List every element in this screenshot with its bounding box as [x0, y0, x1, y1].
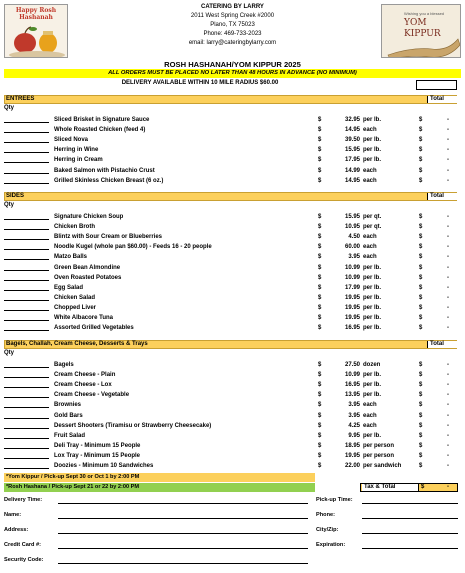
item-name: Doozies - Minimum 10 Sandwiches: [54, 463, 154, 469]
price-dollar: $: [318, 294, 322, 301]
expiration-field[interactable]: [362, 548, 458, 549]
item-unit: per qt.: [363, 224, 382, 231]
item-name: White Albacore Tuna: [54, 315, 114, 321]
price-dollar: $: [318, 157, 322, 164]
total-dollar: $: [419, 234, 423, 241]
price-dollar: $: [318, 224, 322, 231]
total-dollar: $: [419, 177, 423, 184]
item-price: 15.95: [344, 214, 360, 220]
total-dollar: $: [419, 224, 423, 231]
total-dollar: $: [419, 254, 423, 261]
total-dollar: $: [419, 147, 423, 154]
menu-item-row: [0, 126, 465, 134]
name-field[interactable]: [58, 518, 308, 519]
total-dollar: $: [419, 463, 423, 469]
menu-item-row: [0, 156, 465, 164]
name-label: Name:: [4, 512, 22, 518]
order-notice-banner: ALL ORDERS MUST BE PLACED NO LATER THAN 48 HOURS IN ADVANCE (NO MINIMUM): [4, 69, 461, 78]
item-name: Assorted Grilled Vegetables: [54, 325, 134, 332]
total-dollar: $: [419, 117, 423, 123]
item-total[interactable]: -: [447, 157, 449, 164]
item-unit: per lb.: [363, 264, 382, 271]
total-dollar: $: [419, 442, 423, 449]
item-price: 19.95: [344, 315, 360, 321]
menu-item-row: [0, 264, 465, 272]
menu-item-row: [0, 324, 465, 332]
menu-item-row: [0, 452, 465, 460]
qty-field[interactable]: [4, 448, 49, 449]
tax-total-box: [360, 483, 458, 492]
item-price: 22.00: [344, 463, 360, 469]
qty-field[interactable]: [4, 367, 49, 368]
item-unit: each: [363, 127, 377, 134]
item-name: Sliced Nova: [54, 137, 89, 144]
item-total[interactable]: -: [447, 214, 449, 220]
menu-item-row: [0, 146, 465, 154]
price-dollar: $: [318, 432, 322, 439]
item-unit: per lb.: [363, 137, 382, 144]
price-dollar: $: [318, 442, 322, 449]
item-name: Matzo Balls: [54, 254, 88, 261]
item-price: 13.95: [344, 392, 360, 399]
total-dollar: $: [419, 274, 423, 281]
item-price: 14.95: [344, 177, 360, 184]
qty-field[interactable]: [4, 438, 49, 439]
menu-item-row: [0, 213, 465, 221]
item-price: 10.99: [344, 372, 360, 379]
menu-item-row: [0, 412, 465, 420]
item-total[interactable]: -: [447, 177, 449, 184]
item-total[interactable]: -: [447, 127, 449, 134]
item-name: Gold Bars: [54, 412, 83, 419]
page-title: ROSH HASHANAH/YOM KIPPUR 2025: [164, 60, 301, 69]
price-dollar: $: [318, 412, 322, 419]
item-name: Herring in Cream: [54, 157, 103, 164]
credit-card-label: Credit Card #:: [4, 542, 41, 548]
item-unit: each: [363, 422, 377, 429]
price-dollar: $: [318, 264, 322, 271]
item-price: 14.99: [344, 167, 360, 174]
company-phone: Phone: 469-733-2023: [203, 31, 262, 37]
address-label: Address:: [4, 527, 29, 533]
price-dollar: $: [318, 244, 322, 251]
item-name: Oven Roasted Potatoes: [54, 274, 122, 281]
item-name: Whole Roasted Chicken (feed 4): [54, 127, 146, 134]
menu-item-row: [0, 233, 465, 241]
item-unit: per lb.: [363, 274, 382, 281]
item-total[interactable]: -: [447, 412, 449, 419]
item-total[interactable]: -: [447, 392, 449, 399]
item-price: 15.95: [344, 147, 360, 154]
qty-field[interactable]: [4, 310, 49, 311]
menu-item-row: [0, 177, 465, 185]
tax-total-dollar: $: [421, 484, 425, 490]
price-dollar: $: [318, 167, 322, 174]
section-total-label: Total: [427, 96, 457, 103]
item-unit: per person: [363, 452, 395, 459]
item-price: 19.95: [344, 294, 360, 301]
qty-field[interactable]: [4, 290, 49, 291]
item-total[interactable]: -: [447, 325, 449, 332]
item-total[interactable]: -: [447, 167, 449, 174]
item-unit: per lb.: [363, 372, 382, 379]
item-unit: per lb.: [363, 294, 382, 301]
qty-field[interactable]: [4, 183, 49, 184]
qty-field[interactable]: [4, 300, 49, 301]
total-dollar: $: [419, 214, 423, 220]
item-total[interactable]: -: [447, 432, 449, 439]
city-zip-field[interactable]: [362, 533, 458, 534]
item-price: 19.95: [344, 452, 360, 459]
price-dollar: $: [318, 315, 322, 321]
item-name: Grilled Skinless Chicken Breast (6 oz.): [54, 177, 164, 184]
qty-label: Qty: [4, 202, 15, 208]
item-total[interactable]: -: [447, 244, 449, 251]
item-price: 10.95: [344, 224, 360, 231]
qty-field[interactable]: [4, 468, 49, 469]
item-name: Cream Cheese - Plain: [54, 372, 116, 379]
item-price: 3.95: [348, 402, 360, 409]
item-total[interactable]: -: [447, 304, 449, 311]
pickup-time-field[interactable]: [362, 503, 458, 504]
item-total[interactable]: -: [447, 294, 449, 301]
item-price: 60.00: [344, 244, 360, 251]
total-dollar: $: [419, 264, 423, 271]
menu-item-row: [0, 294, 465, 302]
tax-total-value[interactable]: -: [447, 484, 449, 490]
price-dollar: $: [318, 147, 322, 154]
menu-item-row: [0, 381, 465, 389]
item-total[interactable]: -: [447, 274, 449, 281]
item-price: 32.95: [344, 117, 360, 123]
city-zip-label: City/Zip:: [316, 527, 339, 533]
item-unit: per lb.: [363, 382, 382, 389]
qty-field[interactable]: [4, 122, 49, 123]
item-total[interactable]: -: [447, 382, 449, 389]
item-total[interactable]: -: [447, 224, 449, 231]
item-name: Brownies: [54, 402, 82, 409]
security-code-field[interactable]: [58, 563, 308, 564]
total-dollar: $: [419, 325, 423, 332]
menu-item-row: [0, 371, 465, 379]
address-field[interactable]: [58, 533, 308, 534]
phone-field[interactable]: [362, 518, 458, 519]
section-header: [4, 192, 457, 201]
item-unit: each: [363, 412, 377, 419]
item-unit: each: [363, 402, 377, 409]
expiration-label: Expiration:: [316, 542, 346, 548]
item-price: 10.99: [344, 264, 360, 271]
item-unit: per lb.: [363, 304, 382, 311]
item-unit: dozen: [363, 362, 381, 368]
item-price: 18.95: [344, 442, 360, 449]
item-name: Bagels: [54, 362, 74, 368]
qty-field[interactable]: [4, 428, 49, 429]
delivery-time-field[interactable]: [58, 503, 308, 504]
item-unit: per lb.: [363, 117, 382, 123]
total-dollar: $: [419, 294, 423, 301]
qty-field[interactable]: [4, 387, 49, 388]
credit-card-field[interactable]: [58, 548, 308, 549]
qty-field[interactable]: [4, 280, 49, 281]
section-title: SIDES: [6, 193, 25, 199]
item-price: 9.95: [348, 432, 360, 439]
item-total[interactable]: -: [447, 452, 449, 459]
item-price: 27.50: [344, 362, 360, 368]
item-price: 19.95: [344, 304, 360, 311]
qty-field[interactable]: [4, 320, 49, 321]
price-dollar: $: [318, 392, 322, 399]
item-price: 16.95: [344, 382, 360, 389]
total-dollar: $: [419, 304, 423, 311]
total-dollar: $: [419, 244, 423, 251]
delivery-time-label: Delivery Time:: [4, 497, 43, 503]
logo-right-line1: YOM: [404, 18, 427, 28]
item-unit: per person: [363, 442, 395, 449]
item-price: 4.50: [348, 234, 360, 241]
item-total[interactable]: -: [447, 254, 449, 261]
price-dollar: $: [318, 452, 322, 459]
item-name: Blintz with Sour Cream or Blueberries: [54, 234, 163, 241]
company-address-line1: 2011 West Spring Creek #2000: [190, 13, 275, 19]
total-dollar: $: [419, 372, 423, 379]
item-name: Baked Salmon with Pistachio Crust: [54, 167, 155, 174]
total-dollar: $: [419, 432, 423, 439]
qty-field[interactable]: [4, 418, 49, 419]
item-total[interactable]: -: [447, 264, 449, 271]
item-name: Lox Tray - Minimum 15 People: [54, 452, 141, 459]
menu-item-row: [0, 361, 465, 369]
item-price: 16.95: [344, 325, 360, 332]
item-name: Chicken Broth: [54, 224, 96, 231]
menu-item-row: [0, 116, 465, 124]
price-dollar: $: [318, 274, 322, 281]
item-total[interactable]: -: [447, 362, 449, 368]
item-name: Sliced Brisket in Signature Sauce: [54, 117, 150, 123]
price-dollar: $: [318, 362, 322, 368]
qty-field[interactable]: [4, 259, 49, 260]
menu-item-row: [0, 442, 465, 450]
menu-item-row: [0, 284, 465, 292]
qty-label: Qty: [4, 350, 15, 356]
menu-item-row: [0, 253, 465, 261]
item-unit: each: [363, 244, 377, 251]
item-unit: per lb.: [363, 325, 382, 332]
item-name: Chopped Liver: [54, 304, 97, 311]
total-dollar: $: [419, 137, 423, 144]
total-dollar: $: [419, 284, 423, 291]
price-dollar: $: [318, 284, 322, 291]
phone-label: Phone:: [316, 512, 335, 518]
item-unit: per qt.: [363, 214, 382, 220]
yom-kippur-logo: [381, 4, 461, 58]
price-dollar: $: [318, 214, 322, 220]
item-name: Noodle Kugel (whole pan $60.00) - Feeds 16 - 20 people: [54, 244, 212, 251]
company-email: email: larry@cateringbylarry.com: [188, 40, 277, 46]
menu-item-row: [0, 274, 465, 282]
item-total[interactable]: -: [447, 284, 449, 291]
price-dollar: $: [318, 325, 322, 332]
menu-item-row: [0, 136, 465, 144]
item-total[interactable]: -: [447, 372, 449, 379]
item-price: 4.25: [348, 422, 360, 429]
tax-total-label: Tax & Total: [362, 484, 419, 491]
menu-item-row: [0, 432, 465, 440]
total-dollar: $: [419, 382, 423, 389]
section-header: [4, 95, 457, 104]
item-unit: each: [363, 234, 377, 241]
item-price: 17.99: [344, 284, 360, 291]
qty-field[interactable]: [4, 407, 49, 408]
total-dollar: $: [419, 127, 423, 134]
total-dollar: $: [419, 452, 423, 459]
qty-field[interactable]: [4, 219, 49, 220]
total-dollar: $: [419, 167, 423, 174]
menu-item-row: [0, 391, 465, 399]
item-price: 17.95: [344, 157, 360, 164]
company-name: CATERING BY LARRY: [201, 4, 264, 10]
item-name: Chicken Salad: [54, 294, 96, 301]
pickup-rosh-hashana: *Rosh Hashana / Pick-up Sept 21 or 22 by 2:00 PM: [4, 483, 315, 492]
price-dollar: $: [318, 372, 322, 379]
item-name: Dessert Shooters (Tiramisu or Strawberry Cheesecake): [54, 422, 212, 429]
top-total-box[interactable]: [416, 80, 457, 90]
menu-item-row: [0, 223, 465, 231]
item-total[interactable]: -: [447, 422, 449, 429]
qty-field[interactable]: [4, 249, 49, 250]
pickup-time-label: Pick-up Time:: [316, 497, 353, 503]
price-dollar: $: [318, 402, 322, 409]
menu-item-row: [0, 167, 465, 175]
item-name: Fruit Salad: [54, 432, 86, 439]
qty-field[interactable]: [4, 458, 49, 459]
total-dollar: $: [419, 412, 423, 419]
delivery-info: DELIVERY AVAILABLE WITHIN 10 MILE RADIUS $60.00: [121, 80, 279, 86]
menu-item-row: [0, 462, 465, 470]
price-dollar: $: [318, 137, 322, 144]
qty-field[interactable]: [4, 152, 49, 153]
total-dollar: $: [419, 362, 423, 368]
total-dollar: $: [419, 315, 423, 321]
qty-field[interactable]: [4, 377, 49, 378]
qty-field[interactable]: [4, 397, 49, 398]
menu-item-row: [0, 401, 465, 409]
item-total[interactable]: -: [447, 147, 449, 154]
menu-item-row: [0, 422, 465, 430]
price-dollar: $: [318, 422, 322, 429]
item-total[interactable]: -: [447, 234, 449, 241]
item-total[interactable]: -: [447, 442, 449, 449]
price-dollar: $: [318, 304, 322, 311]
item-unit: per lb.: [363, 432, 382, 439]
item-name: Cream Cheese - Lox: [54, 382, 112, 389]
rosh-hashanah-logo: [4, 4, 68, 58]
qty-field[interactable]: [4, 142, 49, 143]
item-total[interactable]: -: [447, 137, 449, 144]
logo-right-small-text: Wishing you a blessed: [404, 11, 445, 16]
qty-field[interactable]: [4, 162, 49, 163]
qty-field[interactable]: [4, 132, 49, 133]
total-dollar: $: [419, 392, 423, 399]
section-total-label: Total: [427, 341, 457, 348]
item-unit: each: [363, 177, 377, 184]
item-unit: per lb.: [363, 157, 382, 164]
price-dollar: $: [318, 127, 322, 134]
item-total[interactable]: -: [447, 117, 449, 123]
item-name: Green Bean Almondine: [54, 264, 121, 271]
item-unit: each: [363, 254, 377, 261]
price-dollar: $: [318, 463, 322, 469]
item-total[interactable]: -: [447, 402, 449, 409]
item-unit: per lb.: [363, 284, 382, 291]
security-code-label: Security Code:: [4, 557, 44, 563]
section-title: ENTREES: [6, 96, 35, 102]
section-title: Bagels, Challah, Cream Cheese, Desserts & Trays: [6, 341, 148, 347]
item-unit: per lb.: [363, 147, 382, 154]
section-header: [4, 340, 457, 349]
item-total[interactable]: -: [447, 315, 449, 321]
item-price: 39.50: [344, 137, 360, 144]
item-unit: per sandwich: [363, 463, 402, 469]
section-total-label: Total: [427, 193, 457, 200]
menu-item-row: [0, 304, 465, 312]
logo-right-line2: KIPPUR: [404, 29, 441, 39]
total-dollar: $: [419, 157, 423, 164]
item-unit: per lb.: [363, 392, 382, 399]
item-name: Deli Tray - Minimum 15 People: [54, 442, 141, 449]
qty-label: Qty: [4, 105, 15, 111]
logo-left-text: Happy Rosh Hashanah: [15, 7, 57, 21]
item-total[interactable]: -: [447, 463, 449, 469]
price-dollar: $: [318, 234, 322, 241]
qty-field[interactable]: [4, 239, 49, 240]
menu-item-row: [0, 243, 465, 251]
qty-field[interactable]: [4, 270, 49, 271]
qty-field[interactable]: [4, 173, 49, 174]
total-dollar: $: [419, 402, 423, 409]
price-dollar: $: [318, 177, 322, 184]
item-price: 3.95: [348, 254, 360, 261]
qty-field[interactable]: [4, 229, 49, 230]
item-price: 10.99: [344, 274, 360, 281]
item-price: 3.95: [348, 412, 360, 419]
price-dollar: $: [318, 117, 322, 123]
total-dollar: $: [419, 422, 423, 429]
item-name: Herring in Wine: [54, 147, 99, 154]
price-dollar: $: [318, 382, 322, 389]
menu-item-row: [0, 314, 465, 322]
item-name: Cream Cheese - Vegetable: [54, 392, 130, 399]
pickup-yom-kippur: *Yom Kippur / Pick-up Sept 30 or Oct 1 by 2:00 PM: [4, 473, 315, 482]
header: [0, 0, 465, 56]
item-name: Egg Salad: [54, 284, 84, 291]
item-price: 14.95: [344, 127, 360, 134]
qty-field[interactable]: [4, 330, 49, 331]
item-name: Signature Chicken Soup: [54, 214, 124, 220]
company-address-line2: Plano, TX 75023: [210, 22, 255, 28]
price-dollar: $: [318, 254, 322, 261]
item-unit: per lb.: [363, 315, 382, 321]
item-unit: each: [363, 167, 377, 174]
